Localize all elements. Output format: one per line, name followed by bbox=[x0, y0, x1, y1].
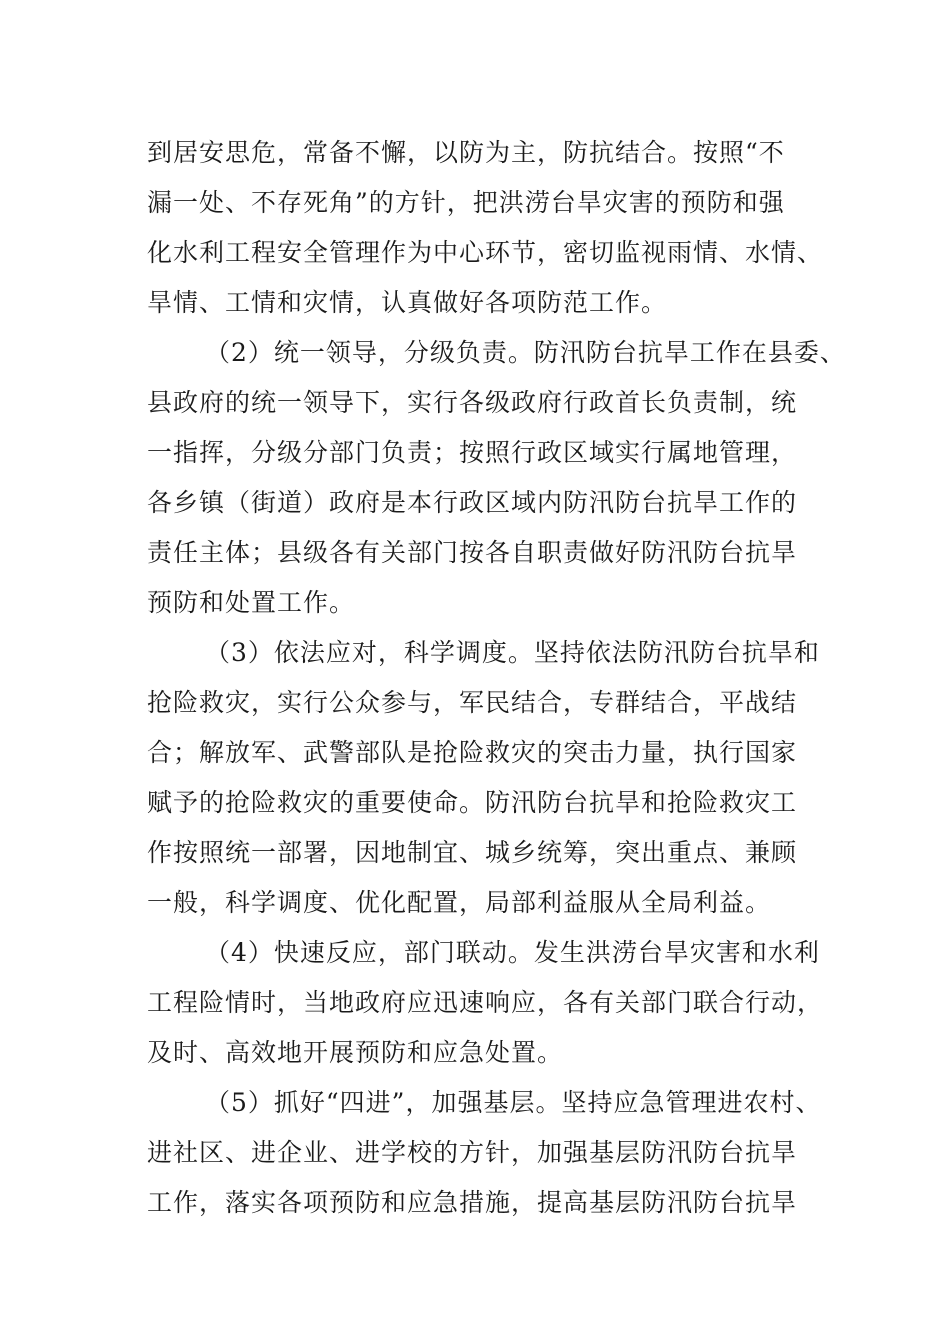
text-line: 责任主体；县级各有关部门按各自职责做好防汛防台抗旱 bbox=[147, 538, 798, 567]
text-line: 抢险救灾，实行公众参与，军民结合，专群结合，平战结 bbox=[147, 688, 798, 717]
text-line: 预防和处置工作。 bbox=[147, 588, 356, 617]
text-line: 合；解放军、武警部队是抢险救灾的突击力量，执行国家 bbox=[147, 738, 798, 767]
text-line: 到居安思危，常备不懈，以防为主，防抗结合。按照“不 bbox=[147, 138, 785, 167]
text-line: 旱情、工情和灾情，认真做好各项防范工作。 bbox=[147, 288, 668, 317]
text-line: 一指挥，分级分部门负责；按照行政区域实行属地管理， bbox=[147, 438, 798, 467]
paragraph-start-line: （5）抓好“四进”，加强基层。坚持应急管理进农村、 bbox=[205, 1088, 822, 1117]
paragraph-start-line: （3）依法应对，科学调度。坚持依法防汛防台抗旱和 bbox=[205, 638, 820, 667]
text-line: 工程险情时，当地政府应迅速响应，各有关部门联合行动， bbox=[147, 988, 824, 1017]
text-line: 及时、高效地开展预防和应急处置。 bbox=[147, 1038, 564, 1067]
text-line: 漏一处、不存死角”的方针，把洪涝台旱灾害的预防和强 bbox=[147, 188, 785, 217]
text-line: 一般，科学调度、优化配置，局部利益服从全局利益。 bbox=[147, 888, 772, 917]
paragraph-start-line: （2）统一领导，分级负责。防汛防台抗旱工作在县委、 bbox=[205, 338, 846, 367]
text-line: 化水利工程安全管理作为中心环节，密切监视雨情、水情、 bbox=[147, 238, 824, 267]
paragraph-start-line: （4）快速反应，部门联动。发生洪涝台旱灾害和水利 bbox=[205, 938, 820, 967]
text-line: 作按照统一部署，因地制宜、城乡统筹，突出重点、兼顾 bbox=[147, 838, 798, 867]
text-line: 进社区、进企业、进学校的方针，加强基层防汛防台抗旱 bbox=[147, 1138, 798, 1167]
text-line: 赋予的抢险救灾的重要使命。防汛防台抗旱和抢险救灾工 bbox=[147, 788, 798, 817]
text-line: 各乡镇（街道）政府是本行政区域内防汛防台抗旱工作的 bbox=[147, 488, 798, 517]
text-line: 县政府的统一领导下，实行各级政府行政首长负责制，统 bbox=[147, 388, 798, 417]
text-line: 工作，落实各项预防和应急措施，提高基层防汛防台抗旱 bbox=[147, 1188, 798, 1217]
